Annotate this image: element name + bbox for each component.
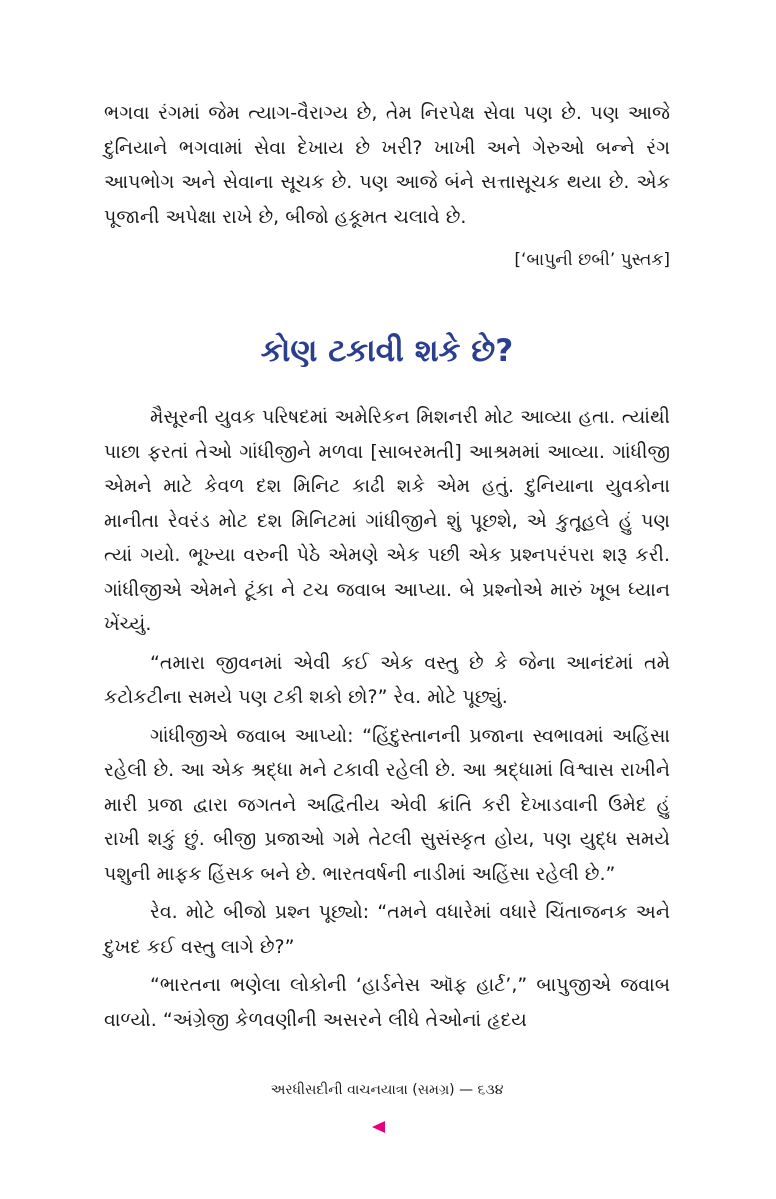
page-footer: અરધીસદીની વાચનયાત્રા (સમગ્ર) — ૬૩૪: [270, 1082, 504, 1098]
body-paragraph-4: રેવ. મોટે બીજો પ્રશ્ન પૂછ્યો: “તમને વધારેમાં વધારે ચિંતાજનક અને દુખદ કઈ વસ્તુ લાગે છે?”: [104, 901, 670, 958]
source-citation: [‘બાપુની છબી’ પુસ્તક]: [514, 250, 670, 270]
body-paragraph-2: “તમારા જીવનમાં એવી કઈ એક વસ્તુ છે કે જેના આનંદમાં તમે કટોકટીના સમયે પણ ટકી શકો છો?” રેવ. મોટે પૂછ્યું.: [104, 651, 670, 708]
body-paragraph-3: ગાંધીજીએ જવાબ આપ્યો: “હિંદુસ્તાનની પ્રજાના સ્વભાવમાં અહિંસા રહેલી છે. આ એક શ્રદ્ધા મને ટકાવી રહેલી છે. આ શ્રદ્ધામાં વિશ્વાસ રાખીને મારી પ્રજા દ્વારા જગતને અદ્વિતીય એવી ક્રાંતિ કરી દેખાડવાની ઉમેદ હું રાખી શકું છું. બીજી પ્રજાઓ ગમે તેટલી સુસંસ્કૃત હોય, પણ યુદ્ધ સમયે પશુની માફક હિંસક બને છે. ભારતવર્ષની નાડીમાં અહિંસા રહેલી છે.”: [104, 724, 670, 885]
body-paragraph-5: “ભારતના ભણેલા લોકોની ‘હાર્ડનેસ ઑફ હાર્ટ’,” બાપુજીએ જવાબ વાળ્યો. “અંગ્રેજી કેળવણીની અસરને લીધે તેઓનાં હૃદય: [104, 974, 670, 1031]
intro-paragraph: ભગવા રંગમાં જેમ ત્યાગ-વૈરાગ્ય છે, તેમ નિરપેક્ષ સેવા પણ છે. પણ આજે દુનિયાને ભગવામાં સેવા દેખાય છે ખરી? ખાખી અને ગેરુઓ બન્ને રંગ આપભોગ અને સેવાના સૂચક છે. પણ આજે બંને સત્તાસૂચક થયા છે. એક પૂજાની અપેક્ષા રાખે છે, બીજો હકૂમત ચલાવે છે.: [104, 102, 670, 228]
document-page: [104, 0, 670, 1199]
chapter-body: [104, 400, 670, 1037]
back-arrow-icon[interactable]: [372, 1121, 385, 1133]
body-paragraph-1: મૈસૂરની યુવક પરિષદમાં અમેરિકન મિશનરી મોટ આવ્યા હતા. ત્યાંથી પાછા ફરતાં તેઓ ગાંધીજીને મળવા [સાબરમતી] આશ્રમમાં આવ્યા. ગાંધીજી એમને માટે કેવળ દશ મિનિટ કાઢી શકે એમ હતું. દુનિયાના યુવકોના માનીતા રેવરંડ મોટ દશ મિનિટમાં ગાંધીજીને શું પૂછશે, એ કુતૂહલે હું પણ ત્યાં ગયો. ભૂખ્યા વરુની પેઠે એમણે એક પછી એક પ્રશ્નપરંપરા શરૂ કરી. ગાંધીજીએ એમને ટૂંકા ને ટચ જવાબ આપ્યા. બે પ્રશ્નોએ મારું ખૂબ ધ્યાન ખેંચ્યું.: [104, 406, 670, 635]
chapter-title: કોણ ટકાવી શકે છે?: [260, 333, 514, 369]
